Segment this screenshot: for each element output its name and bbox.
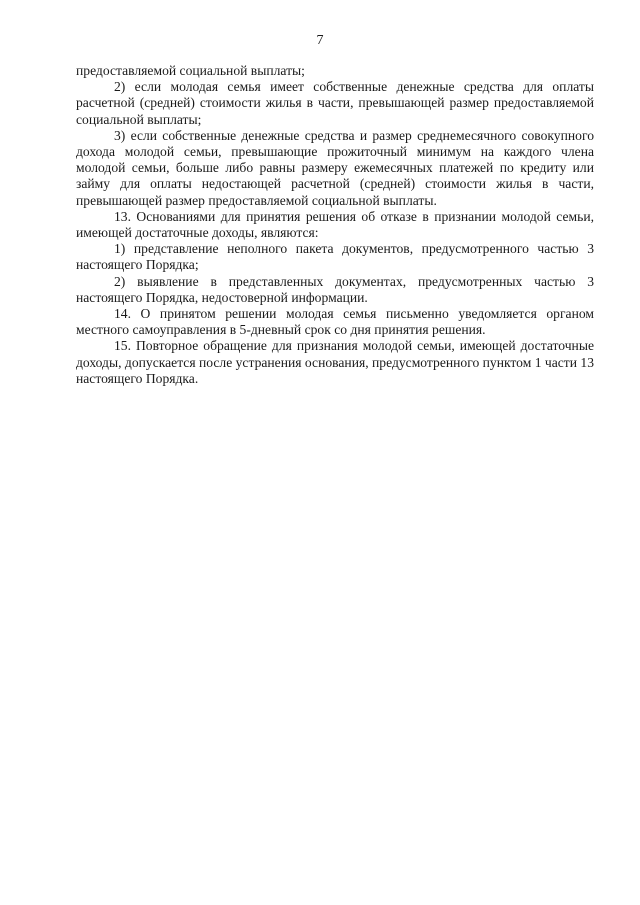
paragraph-item-2: 2) если молодая семья имеет собственные денежные средства для оплаты расчетной (средней) стоимости жилья в части, превышающей размер предоставляемой социальной выплаты; <box>76 79 594 127</box>
paragraph-section-13-item-2: 2) выявление в представленных документах, предусмотренных частью 3 настоящего Порядка, недостоверной информации. <box>76 273 594 305</box>
paragraph-section-13: 13. Основаниями для принятия решения об отказе в признании молодой семьи, имеющей достаточные доходы, являются: <box>76 208 594 241</box>
document-body <box>76 63 594 387</box>
paragraph-section-15: 15. Повторное обращение для признания молодой семьи, имеющей достаточные доходы, допускается после устранения основания, предусмотренного пунктом 1 части 13 настоящего Порядка. <box>76 338 595 386</box>
page-number: 7 <box>316 33 324 48</box>
paragraph-continuation: предоставляемой социальной выплаты; <box>76 63 305 78</box>
paragraph-section-14: 14. О принятом решении молодая семья письменно уведомляется органом местного самоуправления в 5-дневный срок со дня принятия решения. <box>76 306 594 338</box>
paragraph-section-13-item-1: 1) представление неполного пакета документов, предусмотренного частью 3 настоящего Порядка; <box>76 241 594 273</box>
paragraph-item-3: 3) если собственные денежные средства и размер среднемесячного совокупного дохода молодой семьи, превышающие прожиточный минимум на каждого члена молодой семьи, больше либо равны размеру ежемесячных платежей по кредиту или займу для оплаты недостающей расчетной (средней) стоимости жилья в части, превышающей размер предоставляемой социальной выплаты. <box>76 127 594 208</box>
